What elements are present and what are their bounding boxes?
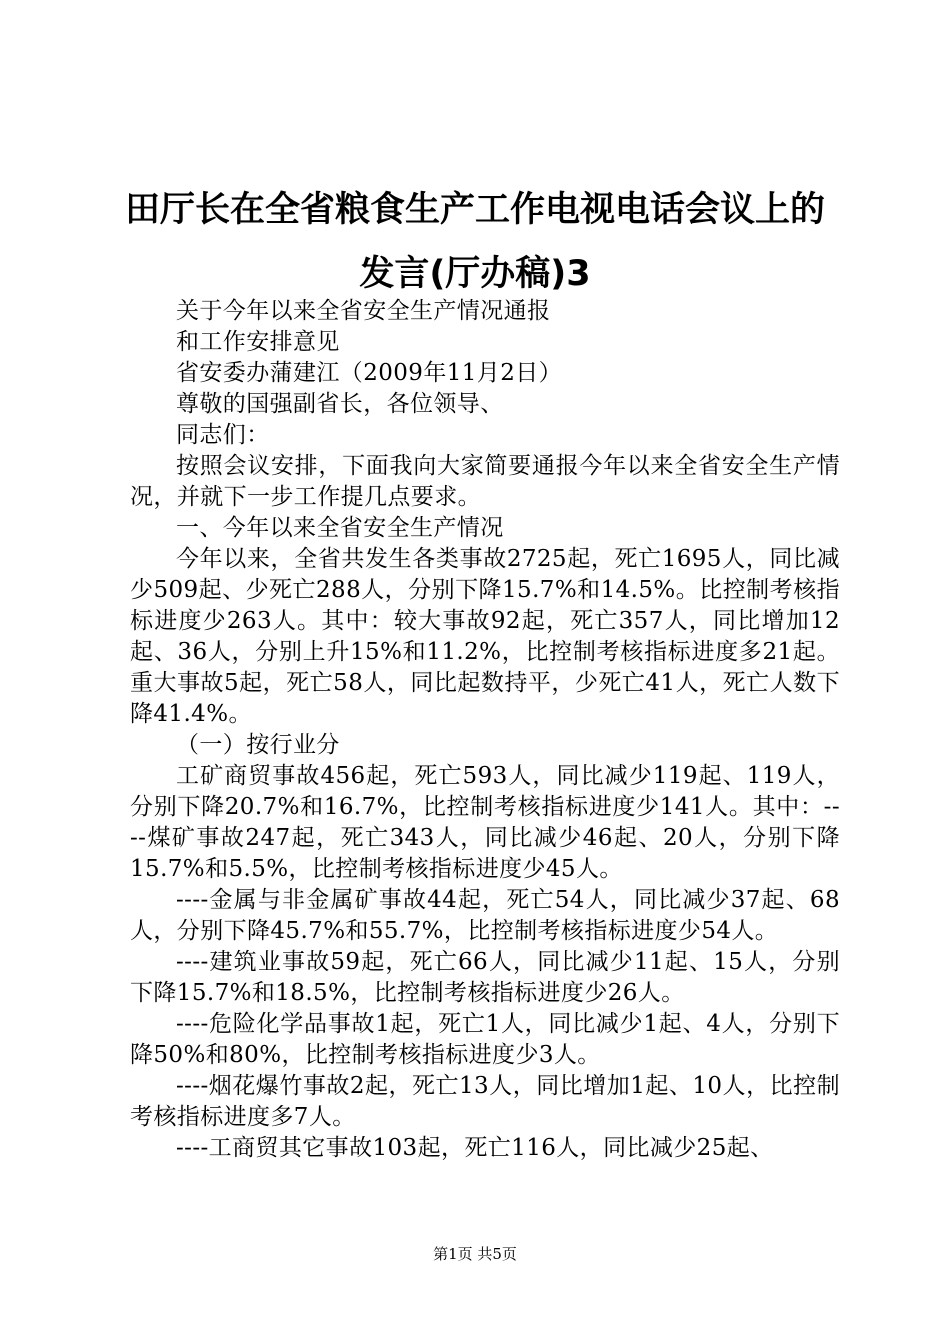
title-line-2: 发言(厅办稿)3 [359, 254, 591, 294]
document-body [130, 296, 840, 1164]
paragraph: 按照会议安排，下面我向大家简要通报今年以来全省安全生产情况，并就下一步工作提几点要求。 [130, 453, 840, 510]
paragraph: ----烟花爆竹事故2起，死亡13人，同比增加1起、10人，比控制考核指标进度多7人。 [130, 1073, 840, 1130]
paragraph: 同志们： [176, 422, 270, 448]
paragraph: 省安委办蒲建江（2009年11月2日） [176, 360, 563, 386]
document-title [90, 178, 860, 306]
paragraph: ----金属与非金属矿事故44起，死亡54人，同比减少37起、68人，分别下降45.7%和55.7%，比控制考核指标进度少54人。 [130, 887, 840, 944]
paragraph: （一）按行业分 [176, 732, 340, 758]
paragraph: ----建筑业事故59起，死亡66人，同比减少11起、15人，分别下降15.7%和18.5%，比控制考核指标进度少26人。 [130, 949, 840, 1006]
paragraph: 和工作安排意见 [176, 329, 340, 355]
paragraph: 今年以来，全省共发生各类事故2725起，死亡1695人，同比减少509起、少死亡288人，分别下降15.7%和14.5%。比控制考核指标进度少263人。其中：较大事故92起，死亡357人，同比增加12起、36人，分别上升15%和11.2%，比控制考核指标进度多21起。重大事故5起，死亡58人，同比起数持平，少死亡41人，死亡人数下降41.4%。 [130, 546, 840, 727]
paragraph: ----危险化学品事故1起，死亡1人，同比减少1起、4人，分别下降50%和80%，比控制考核指标进度少3人。 [130, 1011, 840, 1068]
page-footer: 第1页 共5页 [433, 1245, 517, 1263]
title-line-1: 田厅长在全省粮食生产工作电视电话会议上的 [124, 190, 825, 230]
paragraph: ----工商贸其它事故103起，死亡116人，同比减少25起、 [176, 1135, 774, 1161]
paragraph: 关于今年以来全省安全生产情况通报 [176, 298, 551, 324]
paragraph: 尊敬的国强副省长，各位领导、 [176, 391, 504, 417]
paragraph: 工矿商贸事故456起，死亡593人，同比减少119起、119人，分别下降20.7%和16.7%，比控制考核指标进度少141人。其中：----煤矿事故247起，死亡343人，同比减少46起、20人，分别下降15.7%和5.5%，比控制考核指标进度少45人。 [130, 763, 840, 882]
paragraph: 一、今年以来全省安全生产情况 [176, 515, 504, 541]
